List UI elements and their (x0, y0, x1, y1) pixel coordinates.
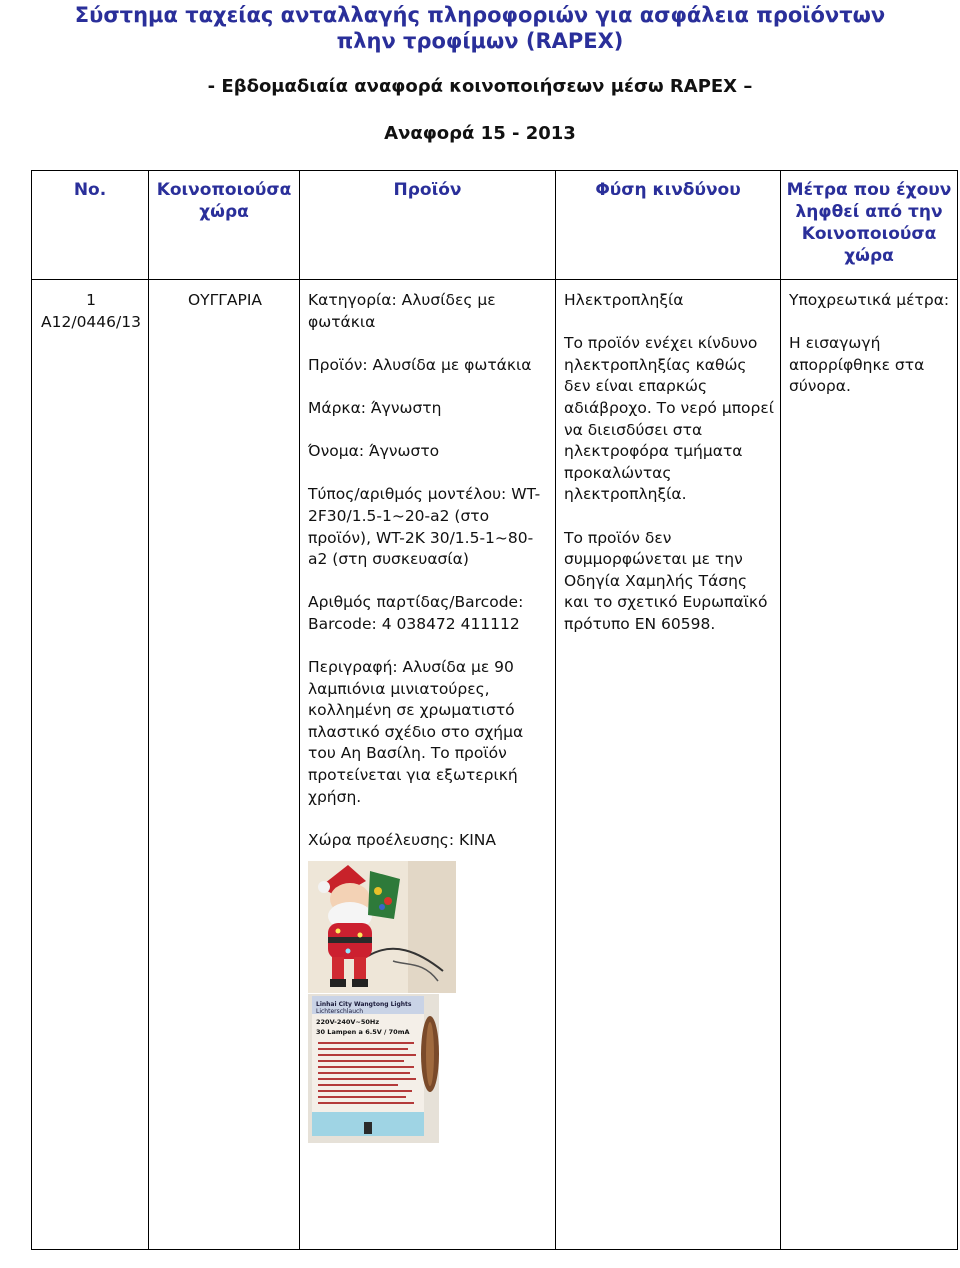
title-line-2: πλην τροφίμων (RAPEX) (336, 29, 624, 53)
report-subtitle: - Εβδομαδιαία αναφορά κοινοποιήσεων μέσω RAPEX – (207, 76, 753, 97)
product-brand: Μάρκα: Άγνωστη (308, 398, 442, 417)
risk-description: Το προϊόν ενέχει κίνδυνο ηλεκτροπληξίας καθώς δεν είναι επαρκώς αδιάβροχο. Το νερό μπορεί να διεισδύσει στα ηλεκτροφόρα τμήματα προκαλώντας ηλεκτροπληξία. (564, 334, 774, 504)
product-photo-santa (308, 861, 456, 993)
product-name: Προϊόν: Αλυσίδα με φωτάκια (308, 355, 532, 374)
cell-risk (556, 280, 781, 1250)
notifying-country: ΟΥΓΓΑΡΙΑ (187, 291, 263, 309)
header-country: Κοινοποιούσα χώρα (149, 171, 300, 280)
measures-title: Υποχρεωτικά μέτρα: (789, 291, 950, 309)
header-risk: Φύση κινδύνου (556, 171, 781, 280)
product-model: Τύπος/αριθμός μοντέλου: WT-2F30/1.5-1~20-a2 (στο προϊόν), WT-2K 30/1.5-1~80-a2 (στη συσκευασία) (308, 485, 541, 569)
risk-compliance: Το προϊόν δεν συμμορφώνεται με την Οδηγία Χαμηλής Τάσης και το σχετικό Ευρωπαϊκό πρότυπο EN 60598. (564, 528, 768, 633)
package-label-line-4: 30 Lampen a 6.5V / 70mA (316, 1028, 410, 1037)
package-label-line-3: 220V-240V~50Hz (316, 1018, 380, 1027)
row-number: 1 (86, 291, 96, 309)
product-barcode: Barcode: 4 038472 411112 (308, 614, 520, 633)
cell-measures (781, 280, 958, 1250)
cell-country (149, 280, 300, 1250)
page-title (0, 2, 960, 54)
header-measures: Μέτρα που έχουν ληφθεί από την Κοινοποιούσα χώρα (781, 171, 958, 280)
table-header-row (32, 171, 958, 280)
product-photo-packaging (308, 994, 439, 1143)
santa-image (308, 861, 456, 993)
row-reference: A12/0446/13 (41, 312, 141, 331)
notifications-table (31, 170, 958, 1250)
cell-no (32, 280, 149, 1250)
packaging-image (308, 994, 439, 1143)
product-type-name: Όνομα: Άγνωστο (308, 442, 440, 461)
header-product: Προϊόν (300, 171, 556, 280)
product-batch-label: Αριθμός παρτίδας/Barcode: (308, 593, 524, 612)
package-label-line-1: Linhai City Wangtong Lights (316, 1001, 412, 1009)
report-number: Αναφορά 15 - 2013 (384, 123, 576, 144)
risk-type: Ηλεκτροπληξία (564, 291, 684, 309)
header-no: No. (32, 171, 149, 280)
table-row (32, 280, 958, 1250)
measures-text: Η εισαγωγή απορρίφθηκε στα σύνορα. (789, 334, 925, 396)
product-origin: Χώρα προέλευσης: ΚΙΝΑ (308, 830, 496, 849)
product-category: Κατηγορία: Αλυσίδες με φωτάκια (308, 291, 496, 331)
package-label-line-2: Lichterschlauch (316, 1008, 364, 1016)
title-line-1: Σύστημα ταχείας ανταλλαγής πληροφοριών για ασφάλεια προϊόντων (74, 3, 886, 27)
product-description: Περιγραφή: Αλυσίδα με 90 λαμπιόνια μινιατούρες, κολλημένη σε χρωματιστό πλαστικό σχέδιο στο σχήμα του Αη Βασίλη. Το προϊόν προτείνεται για εξωτερική χρήση. (308, 658, 524, 806)
cell-product (300, 280, 556, 1250)
